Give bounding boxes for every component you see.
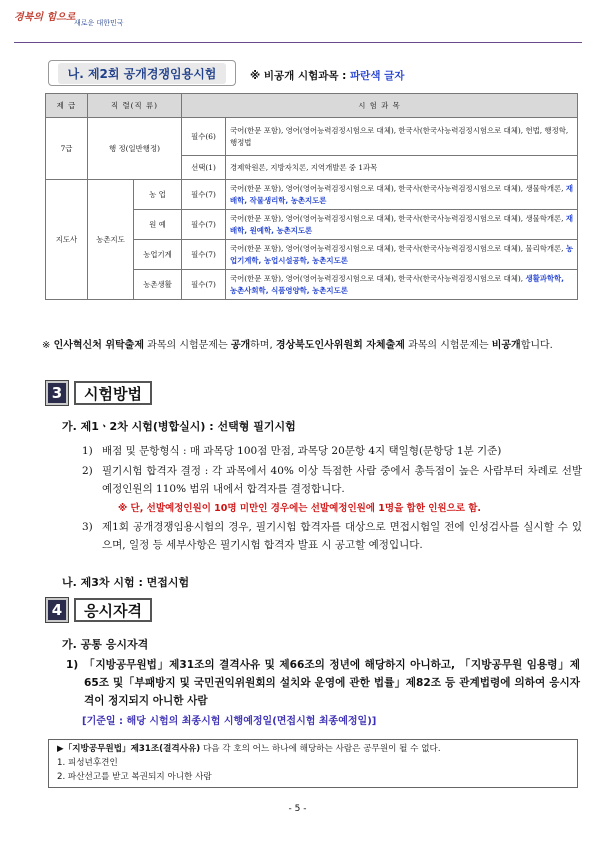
section-4-number: 4 bbox=[46, 598, 68, 622]
footnote-bold: 비공개 bbox=[491, 340, 521, 351]
footnote-bold: 경상북도인사위원회 자체출제 bbox=[275, 340, 405, 351]
table-header-row bbox=[46, 94, 578, 118]
table-row bbox=[46, 118, 578, 156]
logo-main-text: 경북의 힘으로 bbox=[14, 12, 76, 23]
footnote-text: 하며, bbox=[250, 340, 276, 351]
cell-type: 필수(7) bbox=[182, 240, 226, 270]
section-4-subheading-ga: 가. 공통 응시자격 bbox=[62, 638, 149, 651]
cell-type: 필수(7) bbox=[182, 210, 226, 240]
logo-sub-text: 새로운 대한민국 bbox=[74, 19, 124, 27]
footnote-bold: 인사혁신처 위탁출제 bbox=[53, 340, 144, 351]
list-item-text: 제1회 공개경쟁임용시험의 경우, 필기시험 합격자를 대상으로 면접시험일 전에 인성검사를 실시할 수 있으며, 일정 등 세부사항은 필기시험 합격자 발표 시 공고할 예정입니다. bbox=[102, 521, 582, 552]
section-4-title: 응시자격 bbox=[74, 598, 152, 622]
cell-subjects bbox=[226, 210, 578, 240]
header-logo bbox=[14, 8, 174, 38]
qualification-number: 1) bbox=[66, 659, 79, 671]
footnote-text: ※ bbox=[42, 340, 54, 351]
cell-subjects: 경제학원론, 지방자치론, 지역개발론 중 1과목 bbox=[226, 156, 578, 180]
list-item bbox=[82, 462, 582, 498]
cell-series: 행 정(일반행정) bbox=[88, 118, 182, 180]
list-item-text: 필기시험 합격자 결정 : 각 과목에서 40% 이상 득점한 사람 중에서 총득점이 높은 사람부터 차례로 선발예정인원의 110% 범위 내에서 합격자를 결정합니다. bbox=[102, 465, 583, 496]
section-3-subheading-na: 나. 제3차 시험 : 면접시험 bbox=[62, 576, 190, 589]
cell-type: 필수(7) bbox=[182, 270, 226, 300]
qualification-text: 「지방공무원법」제31조의 결격사유 및 제66조의 정년에 해당하지 아니하고, 「지방공무원 임용령」제65조 및「부패방지 및 국민권익위원회의 설치와 운영에 관한 법률」제82조 등 관계법령에 의하여 응시자격이 정지되지 아니한 사람 bbox=[84, 659, 580, 708]
section-3-title: 시험방법 bbox=[74, 381, 152, 405]
cell-grade: 지도사 bbox=[46, 180, 88, 300]
subjects-public: 국어(한문 포함), 영어(영어능력검정시험으로 대체), 한국사(한국사능력검정시험으로 대체), bbox=[230, 274, 526, 284]
list-item bbox=[82, 518, 582, 554]
cell-sub-series: 원 예 bbox=[134, 210, 182, 240]
header-series: 직 렬(직 류) bbox=[88, 94, 182, 118]
cell-series: 농촌지도 bbox=[88, 180, 134, 300]
footnote-text: 과목의 시험문제는 bbox=[143, 340, 231, 351]
subjects-nonpublic: 재배학, 원예학, 농촌지도론 bbox=[230, 214, 574, 235]
law-excerpt-line: 2. 파산선고를 받고 복권되지 아니한 사람 bbox=[57, 771, 212, 782]
cell-sub-series: 농업기계 bbox=[134, 240, 182, 270]
subjects-nonpublic: 재배학, 작물생리학, 농촌지도론 bbox=[230, 184, 574, 205]
cell-subjects bbox=[226, 240, 578, 270]
header-subjects: 시 험 과 목 bbox=[182, 94, 578, 118]
subjects-public: 국어(한문 포함), 영어(영어능력검정시험으로 대체), 한국사(한국사능력검정시험으로 대체), 생물학개론, bbox=[230, 184, 566, 194]
law-excerpt-head bbox=[57, 743, 569, 757]
section-banner bbox=[48, 60, 236, 86]
law-excerpt-box bbox=[48, 739, 578, 788]
page-number: - 5 - bbox=[288, 804, 307, 814]
cell-subjects bbox=[226, 180, 578, 210]
list-item-number: 2) bbox=[82, 465, 93, 477]
list-item bbox=[82, 442, 582, 460]
subjects-public: 국어(한문 포함), 영어(영어능력검정시험으로 대체), 한국사(한국사능력검정시험으로 대체), 생물학개론, bbox=[230, 214, 566, 224]
table-row bbox=[46, 180, 578, 210]
footnote-bold: 공개 bbox=[230, 340, 251, 351]
cell-subjects: 국어(한문 포함), 영어(영어능력검정시험으로 대체), 한국사(한국사능력검정시험으로 대체), 헌법, 행정학, 행정법 bbox=[226, 118, 578, 156]
subjects-nonpublic: 농업기계학, 농업시설공학, 농촌지도론 bbox=[230, 244, 574, 265]
list-item-number: 1) bbox=[82, 445, 93, 457]
law-excerpt-line: 1. 피성년후견인 bbox=[57, 757, 118, 768]
exam-subject-table bbox=[45, 93, 578, 300]
section-3-number: 3 bbox=[46, 381, 68, 405]
law-excerpt-intro: 다음 각 호의 어느 하나에 해당하는 사람은 공무원이 될 수 없다. bbox=[200, 744, 441, 754]
cell-type: 필수(7) bbox=[182, 180, 226, 210]
subjects-public: 국어(한문 포함), 영어(영어능력검정시험으로 대체), 한국사(한국사능력검정시험으로 대체), 물리학개론, bbox=[230, 244, 566, 254]
nonpublic-note-blue: 파란색 글자 bbox=[350, 70, 405, 82]
section-3-subheading-ga: 가. 제1ㆍ2차 시험(병합실시) : 선택형 필기시험 bbox=[62, 420, 296, 433]
cell-subjects bbox=[226, 270, 578, 300]
red-note: ※ 단, 선발예정인원이 10명 미만인 경우에는 선발예정인원에 1명을 합한 인원으로 함. bbox=[118, 503, 482, 514]
nonpublic-note bbox=[250, 68, 404, 83]
cell-type: 선택(1) bbox=[182, 156, 226, 180]
cell-type: 필수(6) bbox=[182, 118, 226, 156]
list-item-text: 배점 및 문항형식 : 매 과목당 100점 만점, 과목당 20문항 4지 택일형(문항당 1분 기준) bbox=[102, 445, 502, 457]
nonpublic-note-prefix: ※ 비공개 시험과목 : bbox=[250, 70, 351, 82]
subjects-nonpublic: 생활과학학, 농촌사회학, 식품영양학, 농촌지도론 bbox=[230, 274, 564, 295]
list-item-number: 3) bbox=[82, 521, 93, 533]
cell-sub-series: 농촌생활 bbox=[134, 270, 182, 300]
qualification-item bbox=[66, 656, 580, 711]
law-excerpt-title: ▶「지방공무원법」제31조(결격사유) bbox=[57, 744, 201, 754]
header-divider bbox=[14, 42, 582, 43]
footnote-text: 합니다. bbox=[520, 340, 553, 351]
reference-date-note: [기준일 : 해당 시험의 최종시험 시행예정일(면접시험 최종예정일)] bbox=[82, 716, 377, 727]
section-banner-title: 나. 제2회 공개경쟁임용시험 bbox=[58, 63, 227, 84]
cell-grade: 7급 bbox=[46, 118, 88, 180]
cell-sub-series: 농 업 bbox=[134, 180, 182, 210]
footnote-text: 과목의 시험문제는 bbox=[404, 340, 492, 351]
table-footnote bbox=[42, 338, 582, 354]
header-grade: 제 급 bbox=[46, 94, 88, 118]
